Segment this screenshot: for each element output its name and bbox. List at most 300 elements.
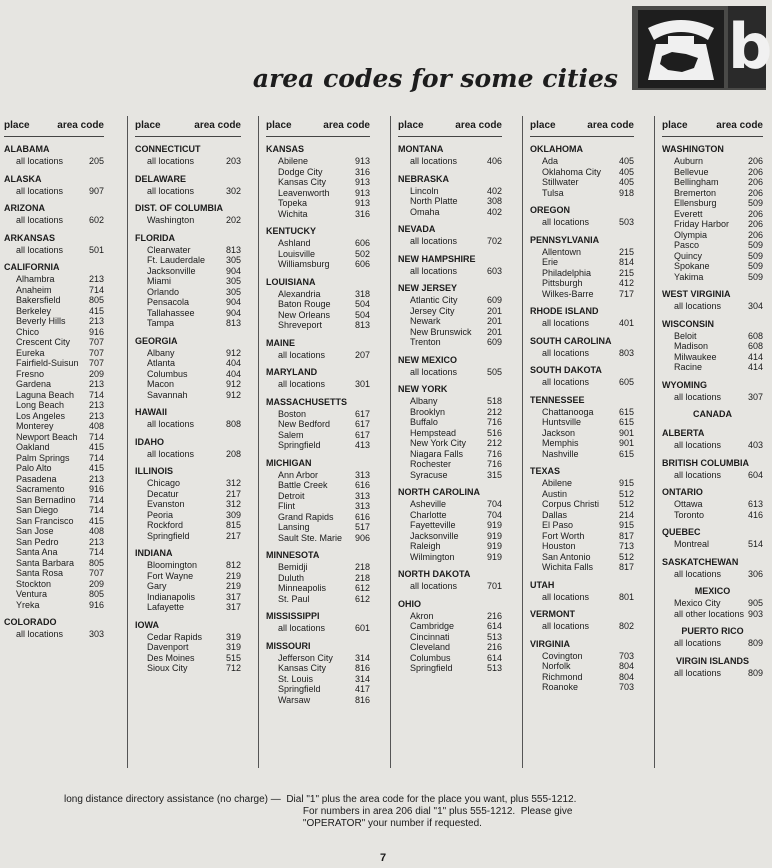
city-row [530, 177, 634, 188]
area-code: 403 [747, 440, 763, 450]
column-header [4, 116, 104, 137]
area-code: 212 [486, 406, 502, 417]
city-row [135, 297, 241, 308]
area-code: 609 [486, 295, 502, 305]
state-name: NORTH CAROLINA [398, 487, 480, 497]
state-section [135, 172, 241, 197]
area-code: 503 [618, 217, 634, 227]
city-row [135, 156, 241, 167]
city-row [530, 552, 634, 563]
city-row [266, 594, 370, 605]
city-row [266, 249, 370, 260]
column-header [266, 116, 370, 137]
city-row [4, 558, 104, 569]
city-name: all locations [410, 236, 458, 246]
city-row [266, 419, 370, 430]
city-name: Tallahassee [147, 307, 195, 318]
city-row [530, 449, 634, 460]
area-code: 219 [225, 570, 241, 581]
city-name: Shreveport [278, 320, 323, 330]
city-name: Rockford [147, 520, 184, 530]
column-2 [135, 116, 241, 768]
area-code: 804 [618, 671, 634, 682]
city-name: Friday Harbor [674, 219, 730, 229]
area-code: 313 [354, 501, 370, 511]
city-row [662, 470, 763, 481]
state-name: QUEBEC [662, 527, 701, 537]
city-name: Indianapolis [147, 591, 196, 602]
city-row [398, 642, 502, 653]
city-row [662, 301, 763, 312]
city-row [266, 299, 370, 310]
city-name: Yreka [16, 599, 40, 610]
city-name: all locations [542, 377, 590, 387]
city-row [135, 186, 241, 197]
city-name: Peoria [147, 509, 174, 520]
city-name: Jersey City [410, 305, 455, 316]
area-code: 303 [88, 629, 104, 639]
state-name: MONTANA [398, 144, 444, 154]
city-row [398, 295, 502, 306]
city-row [266, 350, 370, 361]
area-code: 319 [225, 642, 241, 652]
area-code: 606 [354, 238, 370, 248]
area-code: 509 [747, 271, 763, 282]
city-row [530, 661, 634, 672]
city-name: Palo Alto [16, 463, 52, 473]
city-name: Springfield [410, 663, 453, 673]
city-name: Cedar Rapids [147, 631, 203, 642]
city-name: Oklahoma City [542, 166, 602, 177]
city-name: Warsaw [278, 694, 311, 705]
area-code: 714 [88, 431, 104, 442]
area-code: 206 [747, 187, 763, 198]
state-section [398, 222, 502, 247]
area-code: 313 [354, 490, 370, 501]
area-code: 201 [486, 305, 502, 316]
state-section [266, 548, 370, 604]
city-row [266, 562, 370, 573]
city-row [662, 352, 763, 363]
area-code: 314 [354, 652, 370, 663]
city-name: Bakersfield [16, 295, 61, 305]
area-code: 206 [747, 177, 763, 187]
city-name: all locations [16, 215, 64, 225]
state-section [135, 464, 241, 541]
area-code: 219 [225, 581, 241, 591]
area-code: 606 [354, 259, 370, 269]
city-row [662, 539, 763, 550]
state-section [530, 464, 634, 573]
area-code: 408 [88, 526, 104, 536]
state-section [266, 142, 370, 219]
city-name: Pasco [674, 240, 700, 250]
state-name: VERMONT [530, 609, 575, 619]
area-code: 312 [225, 478, 241, 488]
city-row [398, 520, 502, 531]
city-row [266, 409, 370, 420]
area-code: 213 [88, 274, 104, 284]
city-row [398, 186, 502, 197]
area-code: 614 [486, 652, 502, 663]
area-code: 904 [225, 265, 241, 276]
area-code: 808 [225, 419, 241, 429]
area-code: 301 [354, 379, 370, 389]
area-code: 716 [486, 448, 502, 459]
city-name: Los Angeles [16, 410, 66, 421]
city-name: Fayetteville [410, 520, 456, 530]
area-code: 209 [88, 368, 104, 379]
area-code: 916 [88, 599, 104, 610]
city-name: Santa Barbara [16, 557, 75, 568]
city-name: Santa Ana [16, 547, 58, 557]
city-name: all locations [147, 419, 195, 429]
area-code: 707 [88, 347, 104, 358]
area-code: 415 [88, 305, 104, 316]
city-name: Albany [410, 396, 438, 406]
city-row [266, 491, 370, 502]
state-name: NORTH DAKOTA [398, 569, 471, 579]
area-code: 813 [354, 320, 370, 330]
column-header [398, 116, 502, 137]
city-name: Buffalo [410, 417, 438, 427]
city-row [398, 459, 502, 470]
city-row [266, 440, 370, 451]
city-row [530, 592, 634, 603]
city-name: Yakima [674, 271, 704, 282]
city-row [4, 274, 104, 285]
state-section [530, 334, 634, 359]
state-name: IOWA [135, 619, 159, 630]
city-row [398, 428, 502, 439]
state-section [398, 597, 502, 674]
city-row [4, 411, 104, 422]
area-code: 405 [618, 166, 634, 177]
area-code: 206 [747, 219, 763, 229]
city-name: Jacksonville [410, 530, 459, 541]
city-name: all locations [542, 318, 590, 328]
city-row [662, 198, 763, 209]
city-name: Ellensburg [674, 198, 717, 208]
area-code: 502 [354, 248, 370, 259]
city-row [398, 316, 502, 327]
column-3 [266, 116, 370, 768]
city-row [662, 609, 763, 620]
area-code: 514 [747, 539, 763, 549]
city-row [662, 341, 763, 352]
state-section [662, 584, 763, 619]
city-name: Asheville [410, 499, 447, 509]
city-name: Cleveland [410, 642, 451, 652]
area-code: 213 [88, 379, 104, 389]
city-name: North Platte [410, 196, 458, 206]
city-name: Davenport [147, 642, 189, 652]
column-header [135, 116, 241, 137]
area-code: 617 [354, 408, 370, 419]
state-section [662, 654, 763, 679]
city-row [398, 266, 502, 277]
state-section [398, 382, 502, 480]
city-name: San Jose [16, 526, 54, 536]
city-name: all locations [278, 349, 326, 360]
state-section [398, 281, 502, 348]
city-row [398, 236, 502, 247]
city-row [135, 592, 241, 603]
city-row [398, 653, 502, 664]
city-row [266, 177, 370, 188]
city-row [4, 215, 104, 226]
city-name: Memphis [542, 438, 579, 448]
city-name: Norfolk [542, 661, 571, 671]
area-code: 904 [225, 307, 241, 318]
area-code: 406 [486, 156, 502, 166]
city-name: Leavenworth [278, 187, 330, 198]
city-row [266, 167, 370, 178]
city-name: New Bedford [278, 419, 331, 429]
area-code: 213 [88, 536, 104, 547]
state-section [4, 142, 104, 167]
city-name: Tampa [147, 318, 175, 328]
state-section [135, 334, 241, 401]
city-row [662, 392, 763, 403]
area-code: 614 [486, 621, 502, 631]
area-code: 214 [618, 509, 634, 520]
city-row [530, 167, 634, 178]
state-name: CANADA [693, 409, 732, 419]
area-code: 805 [88, 295, 104, 305]
city-row [4, 579, 104, 590]
city-name: Cincinnati [410, 631, 450, 642]
city-name: Omaha [410, 206, 440, 217]
area-code: 415 [88, 442, 104, 452]
area-code: 319 [225, 631, 241, 642]
city-name: Ottawa [674, 499, 703, 509]
city-row [530, 247, 634, 258]
city-row [530, 672, 634, 683]
area-code: 707 [88, 568, 104, 578]
column-4 [398, 116, 502, 768]
state-section [530, 637, 634, 693]
city-row [266, 188, 370, 199]
state-name: ALBERTA [662, 428, 705, 438]
area-code: 913 [354, 187, 370, 198]
state-name: IDAHO [135, 436, 164, 447]
area-code: 513 [486, 663, 502, 673]
city-name: all locations [147, 156, 195, 166]
area-code: 608 [747, 341, 763, 351]
city-name: all locations [542, 347, 590, 358]
area-code: 714 [88, 284, 104, 295]
city-row [4, 442, 104, 453]
city-row [398, 196, 502, 207]
city-row [398, 367, 502, 378]
area-code: 702 [486, 236, 502, 246]
city-row [530, 531, 634, 542]
city-name: Covington [542, 650, 583, 661]
state-name: ARIZONA [4, 203, 45, 213]
area-code: 302 [225, 185, 241, 196]
area-code: 714 [88, 505, 104, 515]
header-place: place [662, 120, 688, 131]
city-name: Gary [147, 581, 167, 591]
area-code: 613 [747, 499, 763, 509]
area-code: 404 [225, 368, 241, 379]
state-name: NEW JERSEY [398, 283, 458, 293]
city-name: Wilmington [410, 551, 455, 562]
city-row [530, 541, 634, 552]
area-code: 714 [88, 547, 104, 557]
state-name: OHIO [398, 598, 422, 609]
city-row [4, 390, 104, 401]
header-place: place [135, 120, 161, 131]
area-code: 916 [88, 326, 104, 337]
city-name: Bemidji [278, 562, 308, 572]
city-row [662, 230, 763, 241]
area-code: 713 [618, 541, 634, 551]
area-code: 315 [486, 469, 502, 480]
state-name: WEST VIRGINIA [662, 289, 731, 299]
state-name: COLORADO [4, 617, 57, 627]
area-code: 805 [88, 557, 104, 568]
state-section [135, 201, 241, 226]
area-code: 615 [618, 448, 634, 459]
state-section [662, 287, 763, 312]
area-code: 912 [225, 389, 241, 400]
city-name: all locations [674, 667, 722, 678]
city-row [398, 337, 502, 348]
city-name: Auburn [674, 156, 704, 166]
area-code: 504 [354, 309, 370, 320]
city-name: Madison [674, 341, 709, 351]
city-row [4, 186, 104, 197]
city-name: Clearwater [147, 244, 191, 255]
state-section [530, 363, 634, 388]
state-section [266, 456, 370, 544]
area-code: 305 [225, 286, 241, 297]
city-name: Jefferson City [278, 652, 333, 663]
city-name: Everett [674, 208, 703, 219]
city-name: Orlando [147, 286, 180, 297]
area-code: 405 [618, 177, 634, 187]
city-row [266, 674, 370, 685]
area-code: 501 [88, 244, 104, 255]
city-name: Eureka [16, 347, 45, 358]
city-name: Sault Ste. Marie [278, 532, 343, 543]
state-name: CALIFORNIA [4, 262, 60, 272]
area-code: 919 [486, 541, 502, 551]
area-code: 912 [225, 379, 241, 389]
city-name: Sacramento [16, 484, 65, 494]
area-code: 408 [88, 421, 104, 431]
city-name: Columbus [147, 368, 188, 379]
city-row [135, 287, 241, 298]
state-name: ALASKA [4, 173, 42, 184]
city-row [662, 668, 763, 679]
city-row [662, 362, 763, 373]
area-code: 816 [354, 694, 370, 705]
area-code: 512 [618, 499, 634, 509]
state-section [135, 546, 241, 613]
area-code: 905 [747, 598, 763, 608]
area-code: 415 [88, 515, 104, 526]
state-section [530, 203, 634, 228]
city-name: Roanoke [542, 682, 579, 692]
city-row [135, 266, 241, 277]
state-name: KANSAS [266, 144, 305, 154]
area-code: 509 [747, 198, 763, 208]
city-row [135, 489, 241, 500]
state-section [266, 336, 370, 361]
area-code: 513 [486, 631, 502, 642]
area-code: 209 [88, 578, 104, 589]
city-row [398, 611, 502, 622]
column-6 [662, 116, 763, 768]
area-code: 206 [747, 208, 763, 219]
city-name: all locations [16, 156, 64, 166]
state-name: INDIANA [135, 548, 173, 558]
city-name: Racine [674, 362, 703, 372]
area-code: 309 [225, 509, 241, 520]
state-name: NEW HAMPSHIRE [398, 253, 476, 264]
state-name: VIRGINIA [530, 638, 571, 649]
area-code: 316 [354, 208, 370, 219]
area-code: 509 [747, 250, 763, 261]
city-name: Alhambra [16, 274, 55, 284]
city-row [266, 663, 370, 674]
city-name: Baton Rouge [278, 299, 331, 309]
city-row [266, 573, 370, 584]
area-code: 206 [747, 166, 763, 177]
city-name: all locations [542, 591, 590, 602]
header-area-code: area code [716, 120, 763, 131]
city-name: San Francisco [16, 515, 74, 526]
city-row [398, 581, 502, 592]
city-row [530, 520, 634, 531]
city-row [266, 209, 370, 220]
city-name: Des Moines [147, 652, 195, 663]
state-name: MEXICO [694, 586, 731, 596]
city-row [4, 537, 104, 548]
city-row [398, 156, 502, 167]
city-row [530, 428, 634, 439]
state-name: GEORGIA [135, 335, 178, 346]
area-code: 504 [354, 299, 370, 309]
page-heading: area codes for some cities [252, 64, 618, 93]
state-section [530, 578, 634, 603]
city-name: all locations [674, 469, 722, 480]
state-name: TEXAS [530, 466, 561, 476]
area-code: 704 [486, 499, 502, 509]
area-code: 316 [354, 166, 370, 177]
state-section [4, 201, 104, 226]
city-row [266, 653, 370, 664]
state-section [662, 624, 763, 649]
state-section [398, 172, 502, 218]
city-name: Bellingham [674, 177, 719, 187]
city-name: Beloit [674, 330, 697, 341]
column-header [530, 116, 634, 137]
city-row [398, 632, 502, 643]
area-code: 318 [354, 288, 370, 299]
city-name: Newark [410, 316, 441, 326]
area-code: 217 [225, 488, 241, 499]
city-name: San Diego [16, 505, 59, 515]
state-section [266, 365, 370, 390]
city-row [135, 663, 241, 674]
area-code: 716 [486, 417, 502, 427]
area-code: 605 [618, 377, 634, 387]
state-section [135, 231, 241, 329]
